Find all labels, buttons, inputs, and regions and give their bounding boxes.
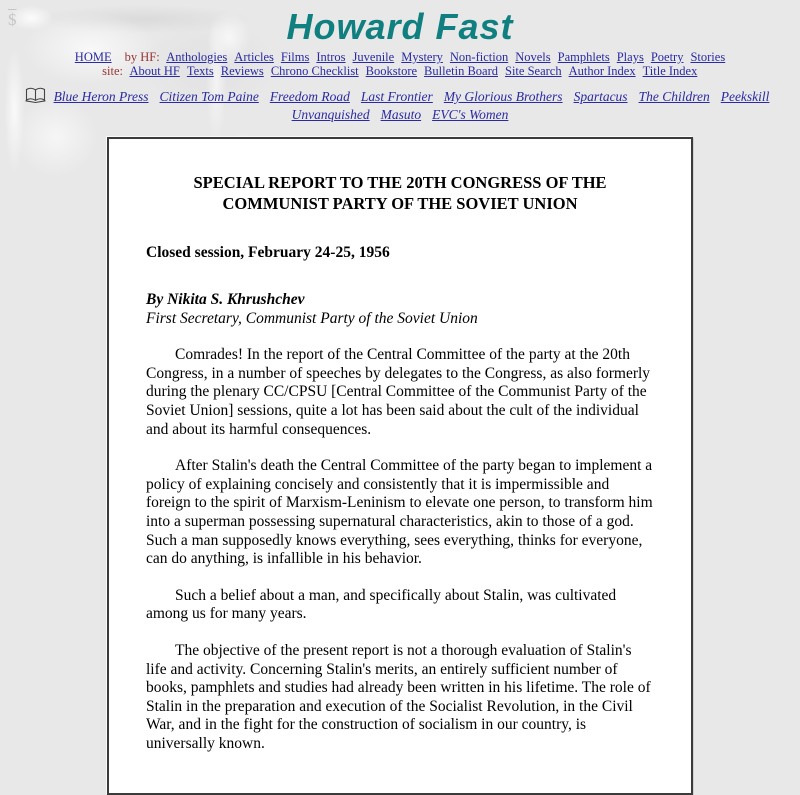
book-link-spartacus[interactable]: Spartacus <box>573 89 628 104</box>
nav-link-title-index[interactable]: Title Index <box>642 63 698 78</box>
nav-label-byhf: by HF: <box>124 50 160 64</box>
nav-link-plays[interactable]: Plays <box>616 50 644 64</box>
book-link-last-frontier[interactable]: Last Frontier <box>360 89 433 104</box>
nav-link-films[interactable]: Films <box>280 50 310 64</box>
document-paragraph-3: Such a belief about a man, and specifically about Stalin, was cultivated among us for many years. <box>146 586 617 623</box>
nav-link-poetry[interactable]: Poetry <box>650 50 684 64</box>
book-link-peekskill[interactable]: Peekskill <box>720 89 770 104</box>
nav-link-anthologies[interactable]: Anthologies <box>166 50 228 64</box>
open-book-icon <box>25 87 46 108</box>
nav-link-pamphlets[interactable]: Pamphlets <box>557 50 610 64</box>
nav-link-novels[interactable]: Novels <box>515 50 551 64</box>
nav-link-bulletin-board[interactable]: Bulletin Board <box>424 63 498 78</box>
document-paragraph-2: After Stalin's death the Central Committee of the party began to implement a policy of explaining concisely and consistently that it is impermissible and foreign to the spirit of Marxism-Leninism to elevate one person, to transform him into a superman possessing supernatural characteristics, akin to those of a god. Such a man supposedly knows everything, sees everything, thinks for everyone, can do anything, is infallible in his behavior. <box>146 457 653 568</box>
nav-link-texts[interactable]: Texts <box>186 63 214 78</box>
book-link-the-children[interactable]: The Children <box>638 89 710 104</box>
nav-row-site <box>0 65 800 79</box>
nav-link-nonfiction[interactable]: Non-fiction <box>449 50 509 64</box>
background-watermark: $ <box>8 10 17 29</box>
books-nav-line1 <box>0 87 800 122</box>
book-link-unvanquished[interactable]: Unvanquished <box>291 106 370 122</box>
book-link-citizen-tom-paine[interactable]: Citizen Tom Paine <box>159 89 259 104</box>
book-link-evcs-women[interactable]: EVC's Women <box>432 106 509 122</box>
nav-link-site-search[interactable]: Site Search <box>505 63 562 78</box>
document-title <box>146 173 654 214</box>
document-byline: By Nikita S. Khrushchev <box>146 291 305 308</box>
nav-link-mystery[interactable]: Mystery <box>401 50 443 64</box>
book-link-blue-heron-press[interactable]: Blue Heron Press <box>53 89 149 104</box>
document-session-line: Closed session, February 24-25, 1956 <box>146 244 390 261</box>
nav-row-byhf <box>0 51 800 65</box>
nav-link-home[interactable]: HOME <box>74 50 112 64</box>
nav-label-site: site: <box>102 63 123 78</box>
nav-link-about-hf[interactable]: About HF <box>129 63 180 78</box>
document-byline-title: First Secretary, Communist Party of the Soviet Union <box>146 309 478 327</box>
nav-link-chrono-checklist[interactable]: Chrono Checklist <box>270 63 359 78</box>
document-paragraph-1: Comrades! In the report of the Central Committee of the party at the 20th Congress, in a number of speeches by delegates to the Congress, as also formerly during the plenary CC/CPSU [Central Committee of the Communist Party of the Soviet Union] sessions, quite a lot has been said about the cult of the individual and about its harmful consequences. <box>146 346 651 438</box>
nav-link-reviews[interactable]: Reviews <box>220 63 264 78</box>
book-link-masuto[interactable]: Masuto <box>380 106 422 122</box>
book-link-freedom-road[interactable]: Freedom Road <box>269 89 350 104</box>
document-title-line2: COMMUNIST PARTY OF THE SOVIET UNION <box>222 193 578 213</box>
nav-link-author-index[interactable]: Author Index <box>568 63 636 78</box>
nav-link-bookstore[interactable]: Bookstore <box>365 63 418 78</box>
site-title: Howard Fast <box>286 6 514 47</box>
nav-link-stories[interactable]: Stories <box>690 50 726 64</box>
nav-link-juvenile[interactable]: Juvenile <box>352 50 395 64</box>
document-title-line1: SPECIAL REPORT TO THE 20TH CONGRESS OF THE <box>193 173 607 192</box>
book-link-my-glorious-brothers[interactable]: My Glorious Brothers <box>443 89 563 104</box>
nav-link-articles[interactable]: Articles <box>234 50 274 64</box>
nav-link-intros[interactable]: Intros <box>316 50 346 64</box>
document-paragraph-4: The objective of the present report is not a thorough evaluation of Stalin's life and activity. Concerning Stalin's merits, an entirely sufficient number of books, pamphlets and studies had already been written in his lifetime. The role of Stalin in the preparation and execution of the Socialist Revolution, in the Civil War, and in the fight for the construction of socialism in our country, is universally known. <box>146 641 651 752</box>
document-panel <box>107 137 693 795</box>
